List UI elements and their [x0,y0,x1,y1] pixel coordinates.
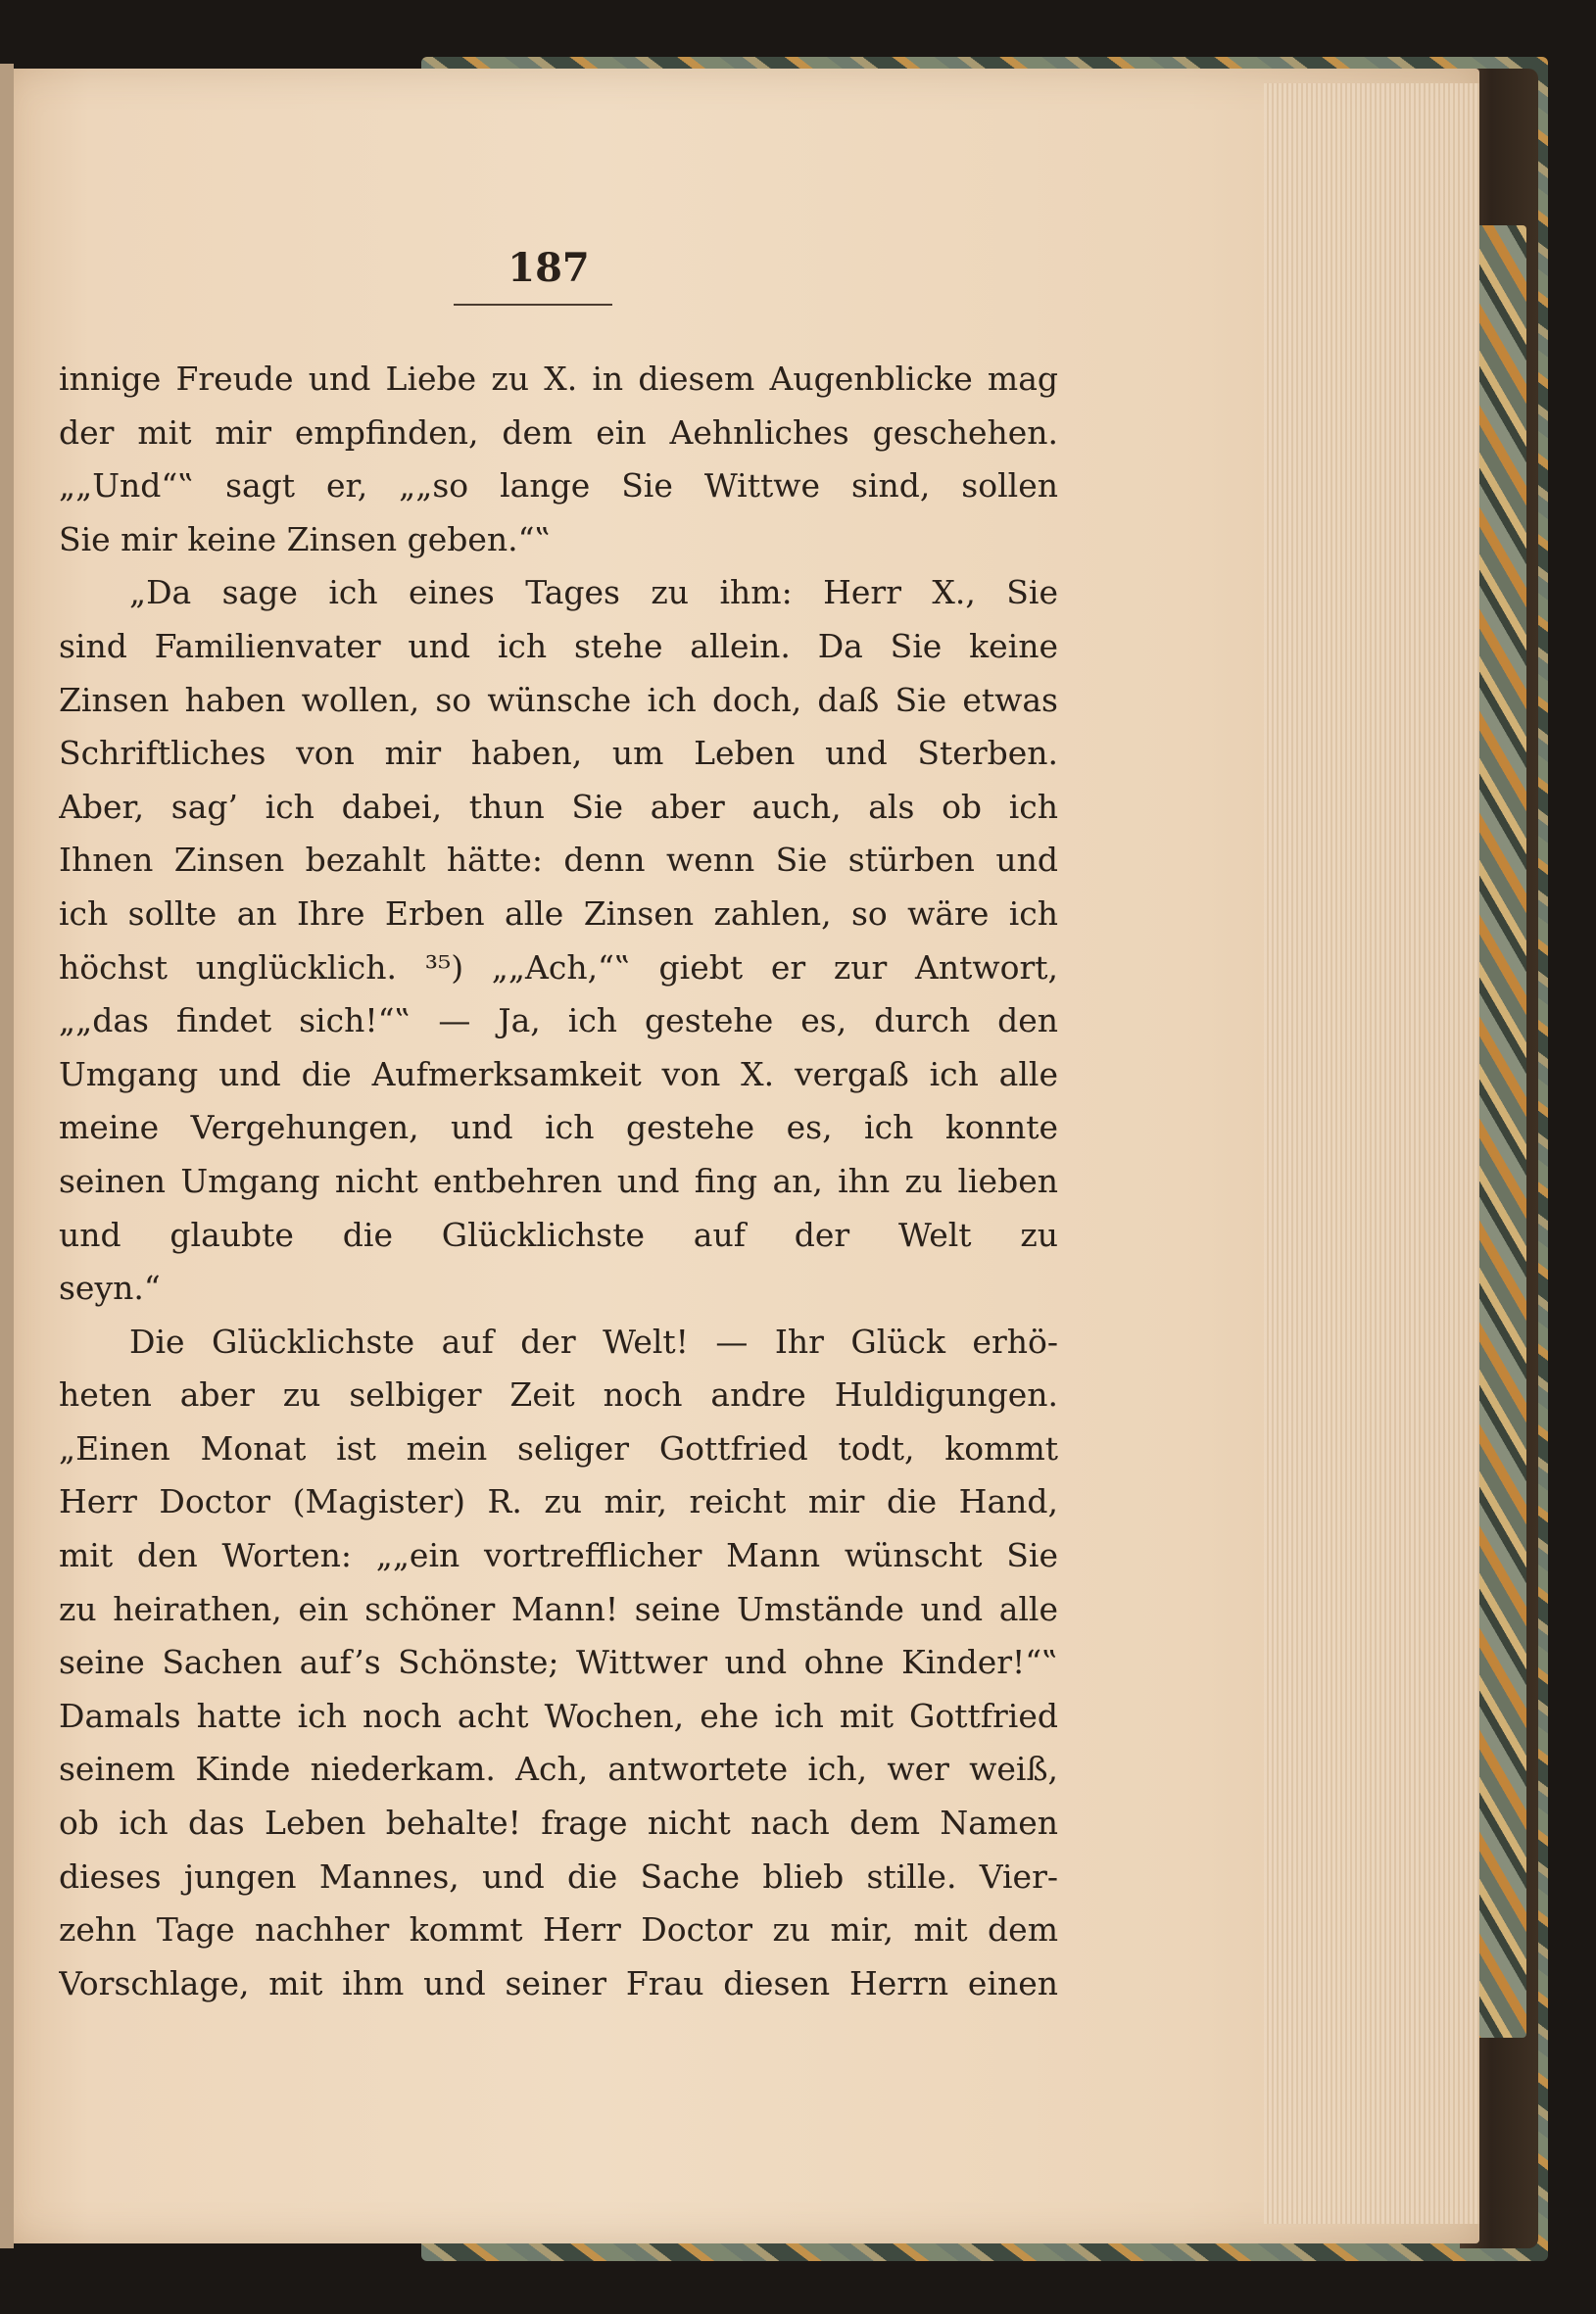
text-line: zehn Tage nachher kommt Herr Doctor zu mir, mit dem [59,1910,1058,1950]
text-line: höchst unglücklich. ³⁵) „„Ach,“‟ giebt er zur Antwort, [59,947,1058,987]
text-line: meine Vergehungen, und ich gestehe es, ich konnte [59,1108,1058,1147]
text-line: seinen Umgang nicht entbehren und fing an, ihn zu lieben [59,1161,1058,1200]
text-line: sind Familienvater und ich stehe allein. Da Sie keine [59,626,1058,665]
text-line: Herr Doctor (Magister) R. zu mir, reicht mir die Hand, [59,1482,1058,1521]
text-line: „Da sage ich eines Tages zu ihm: Herr X., Sie [129,573,1058,612]
text-line: seyn.“ [59,1269,161,1308]
text-line: zu heirathen, ein schöner Mann! seine Umstände und alle [59,1589,1058,1628]
text-line: und glaubte die Glücklichste auf der Welt zu [59,1215,1058,1254]
text-line: „Einen Monat ist mein seliger Gottfried todt, kommt [59,1428,1058,1468]
text-line: seine Sachen auf’s Schönste; Wittwer und ohne Kinder!“‟ [59,1643,1058,1682]
text-line: dieses jungen Mannes, und die Sache blieb stille. Vier- [59,1856,1058,1896]
text-line: ich sollte an Ihre Erben alle Zinsen zahlen, so wäre ich [59,893,1058,933]
header-rule [454,304,612,306]
text-line: „„das findet sich!“‟ — Ja, ich gestehe es, durch den [59,1001,1058,1040]
text-line: Die Glücklichste auf der Welt! — Ihr Glück erhö- [129,1322,1058,1361]
text-line: Damals hatte ich noch acht Wochen, ehe ich mit Gottfried [59,1696,1058,1735]
page-text [59,353,1058,2010]
text-line: Umgang und die Aufmerksamkeit von X. vergaß ich alle [59,1054,1058,1093]
text-line: „„Und“‟ sagt er, „„so lange Sie Wittwe sind, sollen [59,466,1058,506]
text-line: Ihnen Zinsen bezahlt hätte: denn wenn Sie stürben und [59,841,1058,880]
text-line: Schriftliches von mir haben, um Leben und Sterben. [59,734,1058,773]
text-line: Zinsen haben wollen, so wünsche ich doch, daß Sie etwas [59,680,1058,719]
text-line: ob ich das Leben behalte! frage nicht nach dem Namen [59,1804,1058,1843]
page-number: 187 [508,245,590,291]
text-line: Sie mir keine Zinsen geben.“‟ [59,519,552,558]
text-line: mit den Worten: „„ein vortrefflicher Mann wünscht Sie [59,1536,1058,1575]
text-line: der mit mir empfinden, dem ein Aehnliches geschehen. [59,412,1058,452]
text-line: seinem Kinde niederkam. Ach, antwortete ich, wer weiß, [59,1750,1058,1789]
page-block-edges [1264,83,1479,2224]
text-line: innige Freude und Liebe zu X. in diesem Augenblicke mag [59,360,1058,398]
text-line: Vorschlage, mit ihm und seiner Frau diesen Herrn einen [59,1963,1058,2002]
text-line: heten aber zu selbiger Zeit noch andre Huldigungen. [59,1375,1058,1415]
text-line: Aber, sag’ ich dabei, thun Sie aber auch, als ob ich [59,787,1058,826]
gutter-strip [0,64,14,2248]
